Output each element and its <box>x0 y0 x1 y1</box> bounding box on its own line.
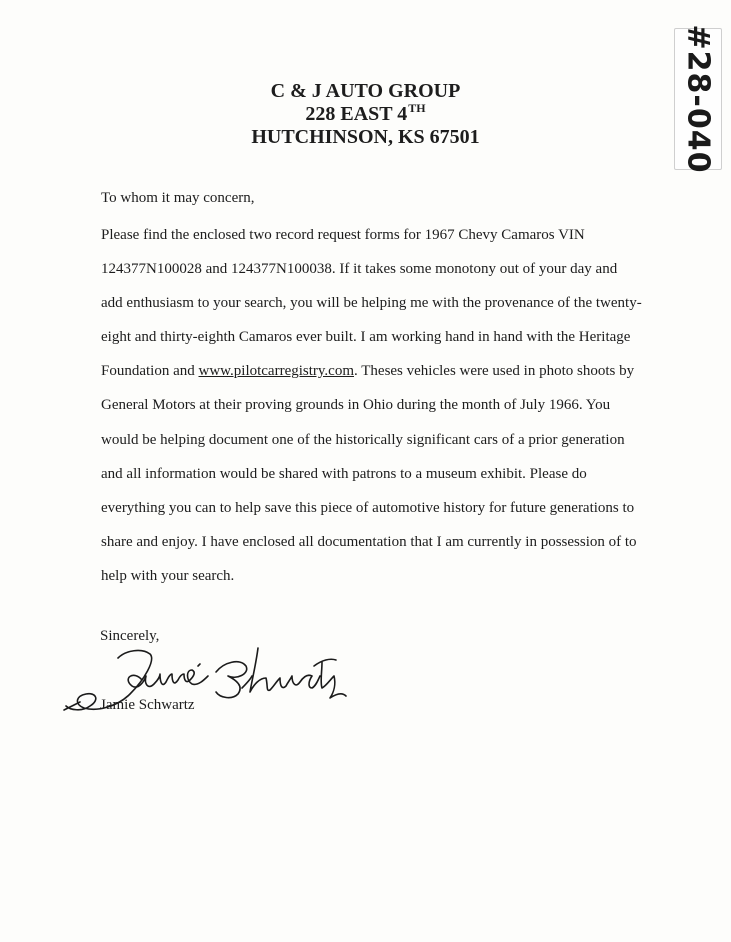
registry-link[interactable]: www.pilotcarregistry.com <box>198 363 355 380</box>
handwritten-file-tag <box>674 24 722 174</box>
signer-name: Jamie Schwartz <box>100 697 195 713</box>
salutation: To whom it may concern, <box>101 190 255 206</box>
company-name: C & J AUTO GROUP <box>270 80 461 102</box>
body-line: help with your search. <box>101 567 235 584</box>
street-address <box>0 103 731 126</box>
body-line: and all information would be shared with patrons to a museum exhibit. Please do <box>101 465 587 482</box>
body-line: add enthusiasm to your search, you will be helping me with the provenance of the twenty- <box>101 295 642 312</box>
body-line: eight and thirty-eighth Camaros ever built. I am working hand in hand with the Heritage <box>101 329 631 346</box>
street-suffix: TH <box>408 101 426 116</box>
city-state-zip: HUTCHINSON, KS 67501 <box>251 126 480 148</box>
body-line: Please find the enclosed two record request forms for 1967 Chevy Camaros VIN <box>101 227 585 243</box>
body-line: would be helping document one of the historically significant cars of a prior generation <box>101 431 625 448</box>
body-line-part: Foundation and <box>101 363 199 380</box>
body-line-with-link <box>101 354 641 388</box>
letter-body <box>101 218 641 593</box>
closing: Sincerely, <box>100 628 160 644</box>
body-line: 124377N100028 and 124377N100038. If it takes some monotony out of your day and <box>101 261 618 278</box>
letterhead <box>0 80 731 149</box>
street-text: 228 EAST 4 <box>305 103 408 125</box>
body-line-part: . Theses vehicles were used in photo shoots by <box>354 363 635 380</box>
file-tag-number: #28-040 <box>680 24 716 174</box>
body-line: General Motors at their proving grounds in Ohio during the month of July 1966. You <box>101 397 611 414</box>
body-line: share and enjoy. I have enclosed all documentation that I am currently in possession of to <box>101 533 637 550</box>
body-line: everything you can to help save this piece of automotive history for future generations to <box>101 499 635 516</box>
